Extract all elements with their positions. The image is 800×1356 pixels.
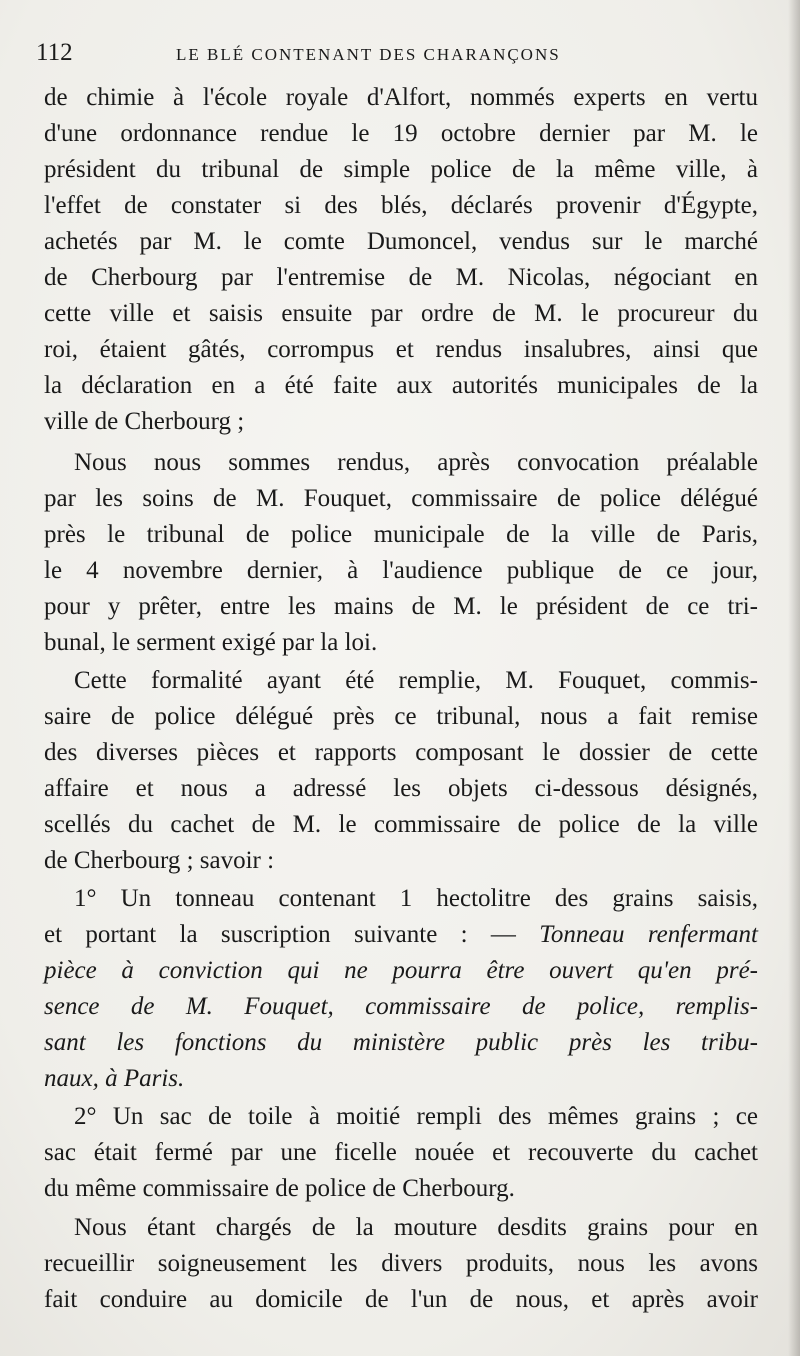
text-line: l'effet de constater si des blés, déclarés provenir d'Égypte, xyxy=(44,192,758,219)
text-line: cette ville et saisis ensuite par ordre de M. le procureur du xyxy=(44,300,758,327)
text-line: scellés du cachet de M. le commissaire de police de la ville xyxy=(44,811,758,838)
page-number: 112 xyxy=(36,39,73,66)
text-line: par les soins de M. Fouquet, commissaire de police délégué xyxy=(44,485,758,512)
text-line: recueillir soigneusement les divers produits, nous les avons xyxy=(44,1250,758,1277)
text-line: Nous étant chargés de la mouture desdits grains pour en xyxy=(74,1214,758,1241)
text-line: sant les fonctions du ministère public près les tribu- xyxy=(44,1029,758,1056)
text-line: saire de police délégué près ce tribunal, nous a fait remise xyxy=(44,703,758,730)
text-line: du même commissaire de police de Cherbourg. xyxy=(44,1175,515,1202)
text-line: Nous nous sommes rendus, après convocation préalable xyxy=(74,449,758,476)
text-line: pièce à conviction qui ne pourra être ouvert qu'en pré- xyxy=(44,957,758,984)
text-line: des diverses pièces et rapports composant le dossier de cette xyxy=(44,739,758,766)
text-line: 2° Un sac de toile à moitié rempli des mêmes grains ; ce xyxy=(74,1103,758,1130)
text-line: et portant la suscription suivante : — Tonneau renfermant xyxy=(44,921,758,948)
text-line: sence de M. Fouquet, commissaire de police, remplis- xyxy=(44,993,758,1020)
text-line: naux, à Paris. xyxy=(44,1065,185,1092)
page-edge-shadow xyxy=(788,0,800,1356)
running-head: LE BLÉ CONTENANT DES CHARANÇONS xyxy=(176,45,561,64)
text-line: ville de Cherbourg ; xyxy=(44,408,245,435)
text-line: affaire et nous a adressé les objets ci-dessous désignés, xyxy=(44,775,758,802)
text-line: pour y prêter, entre les mains de M. le président de ce tri- xyxy=(44,593,758,620)
text-line: fait conduire au domicile de l'un de nous, et après avoir xyxy=(44,1286,758,1313)
text-line: de Cherbourg ; savoir : xyxy=(44,847,275,874)
text-line: de chimie à l'école royale d'Alfort, nommés experts en vertu xyxy=(44,84,758,111)
text-line: bunal, le serment exigé par la loi. xyxy=(44,629,378,656)
text-line: Cette formalité ayant été remplie, M. Fouquet, commis- xyxy=(74,667,758,694)
text-line: de Cherbourg par l'entremise de M. Nicolas, négociant en xyxy=(44,264,758,291)
text-line: le 4 novembre dernier, à l'audience publique de ce jour, xyxy=(44,557,758,584)
text-line: achetés par M. le comte Dumoncel, vendus sur le marché xyxy=(44,228,758,255)
text-line: 1° Un tonneau contenant 1 hectolitre des grains saisis, xyxy=(74,885,758,912)
text-line: sac était fermé par une ficelle nouée et recouverte du cachet xyxy=(44,1139,758,1166)
text-line: près le tribunal de police municipale de la ville de Paris, xyxy=(44,521,758,548)
text-line: président du tribunal de simple police de la même ville, à xyxy=(44,156,758,183)
text-line: roi, étaient gâtés, corrompus et rendus insalubres, ainsi que xyxy=(44,336,758,363)
text-line: la déclaration en a été faite aux autorités municipales de la xyxy=(44,372,758,399)
text-line: d'une ordonnance rendue le 19 octobre dernier par M. le xyxy=(44,120,758,147)
